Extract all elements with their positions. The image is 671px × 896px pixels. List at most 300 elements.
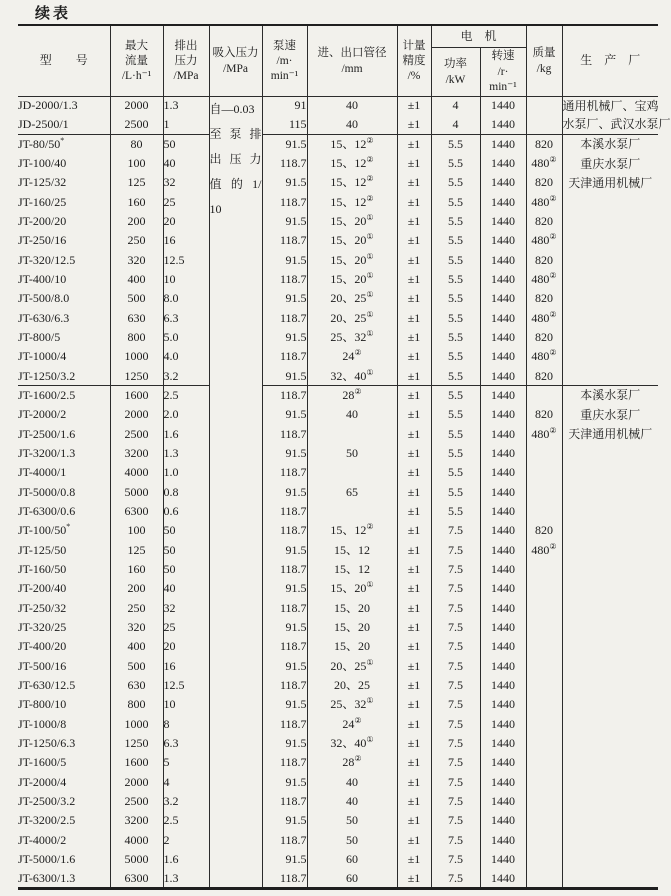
cell-pipe: 60 <box>307 869 397 888</box>
cell-pressure: 16 <box>163 231 209 250</box>
cell-power: 5.5 <box>431 212 480 231</box>
cell-speed: 118.7 <box>262 347 307 366</box>
cell-pipe: 15、12 <box>307 560 397 579</box>
cell-rpm: 1440 <box>480 193 526 212</box>
cell-pipe: 40 <box>307 792 397 811</box>
cell-flow: 1250 <box>110 367 163 386</box>
cell-flow: 200 <box>110 212 163 231</box>
cell-speed: 118.7 <box>262 193 307 212</box>
cell-pipe: 60 <box>307 850 397 869</box>
cell-pipe: 15、12② <box>307 135 397 154</box>
table-row <box>18 193 658 212</box>
table-row <box>18 386 658 405</box>
cell-acc: ±1 <box>397 541 431 560</box>
table-row <box>18 463 658 482</box>
cell-pipe: 25、32① <box>307 695 397 714</box>
cell-rpm: 1440 <box>480 541 526 560</box>
table-row <box>18 425 658 444</box>
cell-power: 7.5 <box>431 599 480 618</box>
cell-rpm: 1440 <box>480 96 526 115</box>
cell-rpm: 1440 <box>480 251 526 270</box>
cell-speed: 118.7 <box>262 425 307 444</box>
cell-speed: 118.7 <box>262 154 307 173</box>
cell-pipe: 20、25① <box>307 657 397 676</box>
cell-rpm: 1440 <box>480 695 526 714</box>
cell-acc: ±1 <box>397 830 431 849</box>
table-row <box>18 309 658 328</box>
cell-pipe: 15、12② <box>307 173 397 192</box>
cell-flow: 6300 <box>110 502 163 521</box>
cell-speed: 91.5 <box>262 541 307 560</box>
cell-pipe: 40 <box>307 96 397 115</box>
header-motor-group: 电 机 <box>431 25 526 47</box>
cell-model: JT-3200/2.5 <box>18 813 76 828</box>
cell-pressure: 4 <box>163 772 209 791</box>
table-row <box>18 483 658 502</box>
cell-speed: 91.5 <box>262 850 307 869</box>
cell-flow: 630 <box>110 676 163 695</box>
cell-acc: ±1 <box>397 173 431 192</box>
table-header <box>18 25 658 96</box>
cell-acc: ±1 <box>397 251 431 270</box>
cell-pipe: 15、20 <box>307 599 397 618</box>
table-row <box>18 347 658 366</box>
cell-power: 5.5 <box>431 193 480 212</box>
cell-power: 5.5 <box>431 367 480 386</box>
cell-model: JT-2000/4 <box>18 774 67 789</box>
cell-pipe: 15、20① <box>307 231 397 250</box>
cell-power: 5.5 <box>431 444 480 463</box>
cell-pressure: 32 <box>163 173 209 192</box>
cell-acc: ±1 <box>397 676 431 695</box>
cell-pressure: 12.5 <box>163 676 209 695</box>
table-row <box>18 715 658 734</box>
cell-pressure: 1.6 <box>163 850 209 869</box>
cell-pressure: 4.0 <box>163 347 209 366</box>
table-row <box>18 154 658 173</box>
cell-power: 5.5 <box>431 231 480 250</box>
cell-rpm: 1440 <box>480 560 526 579</box>
cell-flow: 500 <box>110 657 163 676</box>
cell-pipe <box>307 425 397 444</box>
cell-flow: 160 <box>110 193 163 212</box>
cell-speed: 91.5 <box>262 251 307 270</box>
cell-acc: ±1 <box>397 386 431 405</box>
cell-speed: 118.7 <box>262 676 307 695</box>
cell-rpm: 1440 <box>480 772 526 791</box>
cell-mass <box>526 579 562 598</box>
cell-power: 5.5 <box>431 463 480 482</box>
cell-acc: ±1 <box>397 579 431 598</box>
table-row <box>18 869 658 888</box>
table-row <box>18 502 658 521</box>
cell-pressure: 5.0 <box>163 328 209 347</box>
cell-model: JT-630/6.3 <box>18 310 70 325</box>
cell-model: JT-400/10 <box>18 272 67 287</box>
cell-pipe: 15、20① <box>307 270 397 289</box>
cell-speed: 118.7 <box>262 309 307 328</box>
header-motor-power: 功率 /kW <box>431 47 480 96</box>
cell-pipe: 50 <box>307 830 397 849</box>
cell-pressure: 25 <box>163 193 209 212</box>
cell-manufacturer: 本溪水泵厂 重庆水泵厂 天津通用机械厂 <box>562 386 658 889</box>
cell-pipe: 32、40① <box>307 367 397 386</box>
table-row <box>18 792 658 811</box>
cell-model: JT-2500/1.6 <box>18 426 76 441</box>
cell-rpm: 1440 <box>480 715 526 734</box>
cell-power: 7.5 <box>431 579 480 598</box>
cell-speed: 118.7 <box>262 637 307 656</box>
cell-pipe: 15、20① <box>307 251 397 270</box>
cell-rpm: 1440 <box>480 386 526 405</box>
header-max-flow: 最大 流量 /L·h⁻¹ <box>110 25 163 96</box>
table-row <box>18 367 658 386</box>
cell-speed: 118.7 <box>262 386 307 405</box>
cell-power: 5.5 <box>431 502 480 521</box>
cell-speed: 91.5 <box>262 212 307 231</box>
cell-flow: 630 <box>110 309 163 328</box>
cell-power: 7.5 <box>431 560 480 579</box>
table-row <box>18 231 658 250</box>
cell-rpm: 1440 <box>480 792 526 811</box>
cell-mass <box>526 695 562 714</box>
cell-flow: 5000 <box>110 483 163 502</box>
cell-pressure: 16 <box>163 657 209 676</box>
cell-pressure: 6.3 <box>163 734 209 753</box>
table-row <box>18 212 658 231</box>
cell-pipe: 28② <box>307 386 397 405</box>
cell-power: 5.5 <box>431 135 480 154</box>
table-row <box>18 405 658 424</box>
cell-flow: 125 <box>110 173 163 192</box>
cell-pipe: 15、20 <box>307 618 397 637</box>
cell-pressure: 6.3 <box>163 309 209 328</box>
cell-mass <box>526 560 562 579</box>
cell-acc: ±1 <box>397 734 431 753</box>
cell-rpm: 1440 <box>480 637 526 656</box>
cell-power: 5.5 <box>431 386 480 405</box>
cell-flow: 1000 <box>110 715 163 734</box>
cell-mass: 820 <box>526 367 562 386</box>
cell-pipe: 15、12② <box>307 521 397 540</box>
cell-pressure: 1.3 <box>163 96 209 115</box>
cell-mass <box>526 676 562 695</box>
cell-acc: ±1 <box>397 560 431 579</box>
cell-mass <box>526 637 562 656</box>
cell-mass: 480② <box>526 193 562 212</box>
cell-mass <box>526 115 562 134</box>
cell-acc: ±1 <box>397 657 431 676</box>
header-discharge-pressure: 排出 压力 /MPa <box>163 25 209 96</box>
cell-pressure: 2 <box>163 830 209 849</box>
cell-pipe: 15、12② <box>307 193 397 212</box>
cell-model: JT-1000/8 <box>18 716 67 731</box>
cell-acc: ±1 <box>397 850 431 869</box>
cell-speed: 118.7 <box>262 830 307 849</box>
cell-speed: 118.7 <box>262 792 307 811</box>
cell-pressure: 5 <box>163 753 209 772</box>
cell-model: JT-1250/3.2 <box>18 368 76 383</box>
cell-speed: 118.7 <box>262 270 307 289</box>
cell-acc: ±1 <box>397 444 431 463</box>
cell-pipe <box>307 502 397 521</box>
cell-pressure: 12.5 <box>163 251 209 270</box>
cell-rpm: 1440 <box>480 599 526 618</box>
table-row <box>18 579 658 598</box>
cell-manufacturer: 本溪水泵厂 重庆水泵厂 天津通用机械厂 <box>562 135 658 386</box>
cell-rpm: 1440 <box>480 734 526 753</box>
cell-pipe: 40 <box>307 405 397 424</box>
header-mass: 质量 /kg <box>526 25 562 96</box>
cell-power: 4 <box>431 115 480 134</box>
cell-model: JT-100/40 <box>18 156 67 171</box>
cell-power: 7.5 <box>431 811 480 830</box>
cell-pipe: 20、25① <box>307 289 397 308</box>
cell-rpm: 1440 <box>480 367 526 386</box>
cell-pressure: 1.6 <box>163 425 209 444</box>
cell-rpm: 1440 <box>480 753 526 772</box>
cell-pressure: 32 <box>163 599 209 618</box>
cell-pressure: 20 <box>163 637 209 656</box>
cell-acc: ±1 <box>397 599 431 618</box>
cell-acc: ±1 <box>397 367 431 386</box>
cell-pressure: 10 <box>163 270 209 289</box>
cell-rpm: 1440 <box>480 309 526 328</box>
cell-mass <box>526 772 562 791</box>
cell-suction-pressure: 自—0.03 至泵排 出压力 值的1/ 10 <box>209 96 262 888</box>
cell-model: JT-2500/3.2 <box>18 793 76 808</box>
cell-flow: 160 <box>110 560 163 579</box>
table-row <box>18 289 658 308</box>
cell-acc: ±1 <box>397 502 431 521</box>
cell-flow: 2000 <box>110 96 163 115</box>
cell-speed: 91.5 <box>262 811 307 830</box>
cell-power: 5.5 <box>431 425 480 444</box>
cell-mass: 820 <box>526 173 562 192</box>
cell-rpm: 1440 <box>480 115 526 134</box>
cell-power: 7.5 <box>431 657 480 676</box>
table-row <box>18 637 658 656</box>
cell-mass <box>526 715 562 734</box>
cell-acc: ±1 <box>397 425 431 444</box>
cell-mass: 820 <box>526 251 562 270</box>
cell-speed: 91.5 <box>262 734 307 753</box>
cell-pressure: 40 <box>163 579 209 598</box>
cell-speed: 91.5 <box>262 405 307 424</box>
cell-acc: ±1 <box>397 328 431 347</box>
cell-speed: 91.5 <box>262 173 307 192</box>
cell-model: JT-160/25 <box>18 194 67 209</box>
cell-rpm: 1440 <box>480 231 526 250</box>
cell-mass <box>526 444 562 463</box>
cell-flow: 800 <box>110 328 163 347</box>
table-row <box>18 251 658 270</box>
cell-speed: 91.5 <box>262 618 307 637</box>
cell-model: JT-3200/1.3 <box>18 446 76 461</box>
cell-model: JT-500/16 <box>18 658 67 673</box>
cell-speed: 118.7 <box>262 231 307 250</box>
cell-rpm: 1440 <box>480 212 526 231</box>
cell-pipe: 25、32① <box>307 328 397 347</box>
cell-power: 7.5 <box>431 541 480 560</box>
cell-rpm: 1440 <box>480 676 526 695</box>
cell-mass <box>526 753 562 772</box>
cell-flow: 3200 <box>110 444 163 463</box>
table-row <box>18 270 658 289</box>
cell-pressure: 2.5 <box>163 386 209 405</box>
cell-rpm: 1440 <box>480 483 526 502</box>
cell-pipe: 40 <box>307 115 397 134</box>
cell-mass <box>526 386 562 405</box>
cell-flow: 4000 <box>110 830 163 849</box>
cell-pipe: 65 <box>307 483 397 502</box>
cell-model: JT-500/8.0 <box>18 291 70 306</box>
cell-mass <box>526 811 562 830</box>
cell-rpm: 1440 <box>480 502 526 521</box>
cell-power: 7.5 <box>431 521 480 540</box>
cell-speed: 91.5 <box>262 444 307 463</box>
cell-mass <box>526 657 562 676</box>
cell-flow: 200 <box>110 579 163 598</box>
cell-power: 7.5 <box>431 618 480 637</box>
cell-model: JT-80/50* <box>18 135 110 154</box>
cell-acc: ±1 <box>397 212 431 231</box>
cell-mass: 480② <box>526 425 562 444</box>
cell-acc: ±1 <box>397 695 431 714</box>
cell-pipe: 15、12② <box>307 154 397 173</box>
cell-acc: ±1 <box>397 753 431 772</box>
cell-flow: 3200 <box>110 811 163 830</box>
cell-power: 5.5 <box>431 347 480 366</box>
cell-speed: 118.7 <box>262 715 307 734</box>
cell-model: JT-1250/6.3 <box>18 735 76 750</box>
cell-model: JT-5000/0.8 <box>18 484 76 499</box>
cell-pressure: 1.0 <box>163 463 209 482</box>
cell-acc: ±1 <box>397 483 431 502</box>
cell-model: JT-6300/0.6 <box>18 504 76 519</box>
cell-power: 7.5 <box>431 792 480 811</box>
cell-acc: ±1 <box>397 347 431 366</box>
table-row <box>18 173 658 192</box>
cell-pipe: 50 <box>307 811 397 830</box>
cell-rpm: 1440 <box>480 154 526 173</box>
cell-rpm: 1440 <box>480 463 526 482</box>
cell-pressure: 1.3 <box>163 444 209 463</box>
cell-pressure: 8.0 <box>163 289 209 308</box>
cell-model: JT-6300/1.3 <box>18 870 76 885</box>
cell-model: JT-1000/4 <box>18 349 67 364</box>
cell-pipe: 15、12 <box>307 541 397 560</box>
cell-flow: 250 <box>110 599 163 618</box>
cell-manufacturer: 通用机械厂、宝鸡 水泵厂、武汉水泵厂 <box>562 96 658 135</box>
cell-mass <box>526 734 562 753</box>
table-row <box>18 811 658 830</box>
cell-model: JT-200/20 <box>18 214 67 229</box>
cell-mass <box>526 96 562 115</box>
cell-model: JT-320/12.5 <box>18 252 76 267</box>
cell-speed: 91 <box>262 96 307 115</box>
cell-acc: ±1 <box>397 154 431 173</box>
cell-flow: 1600 <box>110 753 163 772</box>
cell-power: 7.5 <box>431 695 480 714</box>
pump-spec-table <box>18 24 671 890</box>
cell-pressure: 2.0 <box>163 405 209 424</box>
cell-power: 5.5 <box>431 154 480 173</box>
table-row <box>18 560 658 579</box>
table-row <box>18 599 658 618</box>
cell-mass <box>526 599 562 618</box>
table-row <box>18 734 658 753</box>
cell-mass: 480② <box>526 231 562 250</box>
cell-acc: ±1 <box>397 618 431 637</box>
cell-mass <box>526 463 562 482</box>
cell-acc: ±1 <box>397 869 431 888</box>
cell-model: JT-4000/2 <box>18 832 67 847</box>
cell-speed: 118.7 <box>262 463 307 482</box>
cell-pipe: 15、20① <box>307 212 397 231</box>
cell-power: 7.5 <box>431 830 480 849</box>
cell-flow: 2000 <box>110 772 163 791</box>
cell-flow: 400 <box>110 270 163 289</box>
cell-power: 7.5 <box>431 637 480 656</box>
cell-rpm: 1440 <box>480 830 526 849</box>
cell-pressure: 8 <box>163 715 209 734</box>
header-suction-pressure: 吸入压力 /MPa <box>209 25 262 96</box>
cell-mass: 820 <box>526 212 562 231</box>
cell-model: JT-250/16 <box>18 233 67 248</box>
cell-power: 5.5 <box>431 289 480 308</box>
table-row <box>18 657 658 676</box>
cell-model: JT-250/32 <box>18 600 67 615</box>
cell-acc: ±1 <box>397 463 431 482</box>
cell-speed: 91.5 <box>262 289 307 308</box>
cell-model: JT-125/32 <box>18 175 67 190</box>
cell-power: 5.5 <box>431 483 480 502</box>
cell-speed: 115 <box>262 115 307 134</box>
cell-rpm: 1440 <box>480 850 526 869</box>
cell-acc: ±1 <box>397 115 431 134</box>
cell-power: 7.5 <box>431 869 480 888</box>
cell-model: JT-800/10 <box>18 697 67 712</box>
header-manufacturer: 生 产 厂 <box>562 25 658 96</box>
cell-pipe: 15、20① <box>307 579 397 598</box>
cell-pipe: 50 <box>307 444 397 463</box>
cell-speed: 91.5 <box>262 695 307 714</box>
cell-power: 5.5 <box>431 309 480 328</box>
cell-model: JT-1600/2.5 <box>18 386 110 405</box>
cell-rpm: 1440 <box>480 657 526 676</box>
cell-rpm: 1440 <box>480 579 526 598</box>
table-row <box>18 850 658 869</box>
cell-power: 5.5 <box>431 328 480 347</box>
cell-mass <box>526 483 562 502</box>
cell-model: JT-1600/5 <box>18 755 67 770</box>
cell-pipe: 24② <box>307 347 397 366</box>
table-row <box>18 521 658 540</box>
cell-model: JT-100/50* <box>18 522 71 538</box>
cell-model: JT-125/50 <box>18 542 67 557</box>
cell-mass: 820 <box>526 328 562 347</box>
cell-pipe: 20、25 <box>307 676 397 695</box>
cell-speed: 118.7 <box>262 521 307 540</box>
cell-model: JT-160/50 <box>18 562 67 577</box>
cell-power: 7.5 <box>431 734 480 753</box>
cell-flow: 320 <box>110 618 163 637</box>
cell-speed: 118.7 <box>262 869 307 888</box>
cell-flow: 125 <box>110 541 163 560</box>
cell-mass <box>526 792 562 811</box>
cell-flow: 2500 <box>110 792 163 811</box>
